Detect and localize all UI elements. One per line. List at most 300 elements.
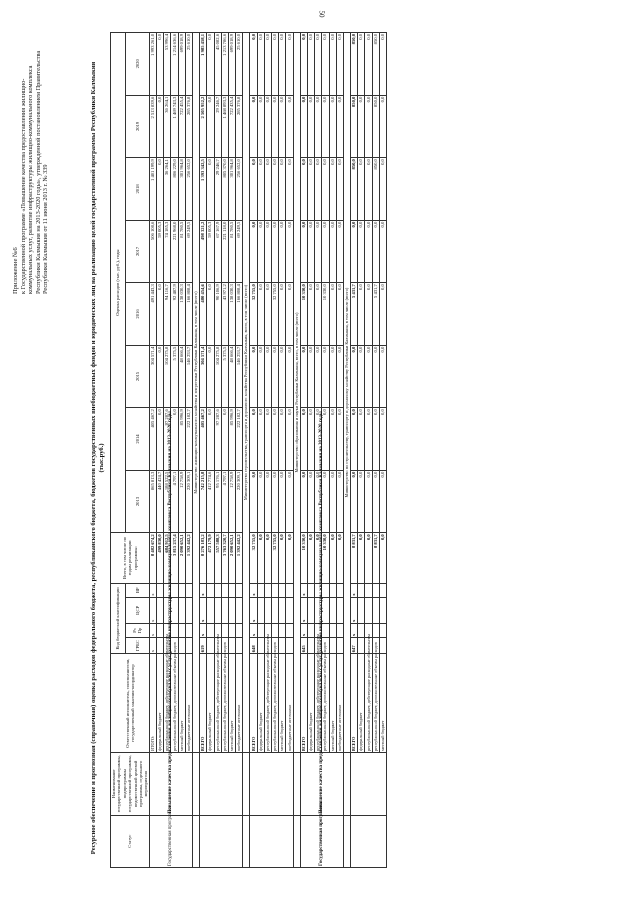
code-cell bbox=[279, 583, 286, 597]
value-cell: 722 435,4 bbox=[228, 95, 235, 158]
code-cell: 645 bbox=[300, 638, 307, 654]
status-cell bbox=[192, 815, 199, 867]
code-cell bbox=[228, 597, 235, 623]
value-cell: 0,0 bbox=[372, 345, 379, 408]
source-label: федеральный бюджет bbox=[257, 654, 264, 753]
value-cell: 0,0 bbox=[300, 33, 307, 96]
status-cell bbox=[351, 815, 387, 867]
value-cell: 0,0 bbox=[365, 220, 372, 283]
table-row bbox=[336, 33, 343, 868]
value-cell: 0,0 bbox=[336, 158, 343, 221]
value-cell: 0,0 bbox=[351, 470, 358, 533]
source-label: ВСЕГО bbox=[250, 654, 257, 753]
code-cell bbox=[307, 638, 314, 654]
value-cell: 0,0 bbox=[351, 345, 358, 408]
value-cell: 742 215,8 bbox=[200, 470, 207, 533]
value-cell: 0,0 bbox=[250, 408, 257, 471]
code-cell bbox=[185, 583, 192, 597]
code-cell bbox=[157, 638, 164, 654]
value-cell: 104 275,8 bbox=[164, 345, 171, 408]
value-cell: 0,0 bbox=[351, 408, 358, 471]
value-cell: 0,0 bbox=[322, 470, 329, 533]
status-cell: Государственная программа bbox=[300, 815, 343, 867]
value-cell: 0,0 bbox=[358, 95, 365, 158]
name-cell bbox=[243, 753, 250, 816]
code-cell bbox=[279, 597, 286, 623]
value-cell: 146 253,7 bbox=[185, 345, 192, 408]
value-cell: 0,0 bbox=[157, 408, 164, 471]
code-cell bbox=[379, 638, 386, 654]
value-cell: 0,0 bbox=[336, 345, 343, 408]
code-cell: x bbox=[200, 597, 207, 623]
table-row bbox=[185, 33, 192, 868]
source-label: республиканский бюджет, действующие расходные обязательства bbox=[164, 633, 170, 752]
value-cell: 0,0 bbox=[286, 408, 293, 471]
value-cell: 0,0 bbox=[336, 408, 343, 471]
source-label: республиканский бюджет, дополнительные объемы расходов bbox=[372, 642, 378, 752]
code-cell: x bbox=[250, 583, 257, 597]
value-cell: 0,0 bbox=[358, 345, 365, 408]
value-cell: 0,0 bbox=[322, 33, 329, 96]
value-cell: 0,0 bbox=[279, 158, 286, 221]
value-cell: 59 005,3 bbox=[207, 220, 214, 283]
value-cell: 0,0 bbox=[329, 470, 336, 533]
value-cell: 0,0 bbox=[157, 95, 164, 158]
document-title: Ресурсное обеспечение и прогнозная (справочная) оценка расходов федерального бюджета, республиканского бюджета, бюджетов государственных внебюджетных фондов и юридических лиц на реализацию целей государственной программы Республики Калмыкия (тыс.руб.) bbox=[90, 61, 105, 855]
value-cell: 0,0 bbox=[279, 95, 286, 158]
header-rzpr: Рз Пр bbox=[125, 624, 149, 638]
value-cell: 12 758,9 bbox=[228, 470, 235, 533]
value-cell: 0,0 bbox=[171, 408, 178, 471]
value-cell: 806 229,0 bbox=[171, 158, 178, 221]
value-cell: 1 401 199,9 bbox=[149, 158, 156, 221]
value-cell: 850,0 bbox=[351, 158, 358, 221]
header-year: 2013 bbox=[125, 470, 149, 533]
value-cell: 0,0 bbox=[315, 283, 322, 346]
value-cell: 0,0 bbox=[264, 533, 271, 583]
header-years-group: Оценка расходов (тыс. руб.), годы bbox=[111, 33, 126, 533]
value-cell: 29 246,7 bbox=[214, 95, 221, 158]
value-cell: 10 330,0 bbox=[322, 283, 329, 346]
code-cell bbox=[279, 638, 286, 654]
value-cell: 0,0 bbox=[257, 408, 264, 471]
header-kbk: Код бюджетной классификации bbox=[111, 583, 126, 654]
value-cell: 0,0 bbox=[336, 220, 343, 283]
value-cell: 8 831,7 bbox=[351, 533, 358, 583]
value-cell: 0,0 bbox=[351, 220, 358, 283]
value-cell: 53 996,4 bbox=[164, 33, 171, 96]
value-cell: 0,0 bbox=[157, 283, 164, 346]
table-row bbox=[286, 33, 293, 868]
value-cell: 557 588,3 bbox=[214, 533, 221, 583]
header-year: 2019 bbox=[125, 95, 149, 158]
code-cell bbox=[228, 638, 235, 654]
value-cell: 0,0 bbox=[307, 95, 314, 158]
value-cell: 69 249,5 bbox=[185, 220, 192, 283]
table-row bbox=[200, 33, 207, 868]
source-label: внебюджетные источники bbox=[236, 654, 243, 753]
code-cell: x bbox=[200, 624, 207, 638]
value-cell: 0,0 bbox=[257, 345, 264, 408]
value-cell: 0,0 bbox=[264, 33, 271, 96]
code-cell bbox=[358, 597, 365, 623]
value-cell: 3 763 320,7 bbox=[221, 533, 228, 583]
value-cell: 0,0 bbox=[257, 220, 264, 283]
table-row bbox=[250, 33, 257, 868]
code-cell bbox=[257, 624, 264, 638]
value-cell: 104 275,8 bbox=[214, 345, 221, 408]
value-cell: 0,0 bbox=[286, 283, 293, 346]
value-cell: 699 018,9 bbox=[178, 33, 185, 96]
header-total: Всего, в том числе по годам реализации программы: bbox=[111, 533, 150, 583]
value-cell: 5 431,7 bbox=[372, 283, 379, 346]
code-cell bbox=[178, 624, 185, 638]
value-cell: 10 330,0 bbox=[322, 533, 329, 583]
value-cell: 59 005,3 bbox=[157, 220, 164, 283]
code-cell bbox=[236, 638, 243, 654]
value-cell: 301 964,8 bbox=[228, 158, 235, 221]
name-cell bbox=[192, 753, 199, 816]
value-cell: 0,0 bbox=[286, 533, 293, 583]
value-cell: 138 030,3 bbox=[228, 283, 235, 346]
code-cell bbox=[286, 638, 293, 654]
status-cell bbox=[243, 815, 250, 867]
value-cell: 0,0 bbox=[264, 95, 271, 158]
value-cell: 0,0 bbox=[365, 345, 372, 408]
value-cell: 2 513 839,6 bbox=[149, 95, 156, 158]
header-year: 2014 bbox=[125, 408, 149, 471]
value-cell: 1 213 786,6 bbox=[221, 33, 228, 96]
value-cell: 304 571,4 bbox=[149, 345, 156, 408]
table-row bbox=[358, 33, 365, 868]
header-vr: ВР bbox=[125, 583, 149, 597]
value-cell: 146 253,7 bbox=[236, 345, 243, 408]
value-cell: 0,0 bbox=[286, 95, 293, 158]
table-body bbox=[149, 33, 386, 868]
value-cell: 285 376,8 bbox=[236, 95, 243, 158]
code-cell: x bbox=[300, 583, 307, 597]
code-cell bbox=[329, 624, 336, 638]
page-number: 50 bbox=[317, 10, 326, 18]
code-cell bbox=[221, 597, 228, 623]
value-cell: 0,0 bbox=[307, 283, 314, 346]
code-cell bbox=[286, 624, 293, 638]
header-grbs: ГРБС bbox=[125, 638, 149, 654]
value-cell: 0,0 bbox=[157, 158, 164, 221]
table-row bbox=[178, 33, 185, 868]
value-cell: 0,0 bbox=[315, 220, 322, 283]
value-cell: 0,0 bbox=[329, 158, 336, 221]
code-cell: x bbox=[250, 624, 257, 638]
header-year: 2017 bbox=[125, 220, 149, 283]
source-label: местный бюджет bbox=[379, 654, 386, 753]
value-cell: 0,0 bbox=[307, 470, 314, 533]
value-cell: 0,0 bbox=[279, 533, 286, 583]
status-cell bbox=[250, 815, 293, 867]
code-cell bbox=[257, 597, 264, 623]
value-cell: 0,0 bbox=[322, 408, 329, 471]
value-cell: 69 249,5 bbox=[236, 220, 243, 283]
value-cell: 0,0 bbox=[250, 33, 257, 96]
table-row bbox=[149, 33, 156, 868]
code-cell bbox=[307, 583, 314, 597]
table-row bbox=[329, 33, 336, 868]
table-row bbox=[207, 33, 214, 868]
value-cell: 0,0 bbox=[257, 158, 264, 221]
value-cell: 0,0 bbox=[365, 533, 372, 583]
document-sheet bbox=[10, 20, 630, 880]
table-row bbox=[365, 33, 372, 868]
source-label: ВСЕГО bbox=[351, 654, 358, 753]
code-cell bbox=[178, 597, 185, 623]
code-cell bbox=[336, 597, 343, 623]
code-cell bbox=[358, 638, 365, 654]
value-cell: 0,0 bbox=[264, 408, 271, 471]
value-cell: 0,0 bbox=[358, 33, 365, 96]
value-cell: 32 755,0 bbox=[250, 533, 257, 583]
source-label: республиканский бюджет, действующие расходные обязательства bbox=[214, 633, 220, 752]
status-cell bbox=[293, 815, 300, 867]
value-cell: 405 467,2 bbox=[200, 408, 207, 471]
code-cell bbox=[207, 597, 214, 623]
value-cell: 0,0 bbox=[207, 408, 214, 471]
value-cell: 221 118,0 bbox=[221, 220, 228, 283]
value-cell: 0,0 bbox=[207, 33, 214, 96]
code-cell bbox=[379, 624, 386, 638]
value-cell: 0,0 bbox=[264, 158, 271, 221]
code-cell bbox=[157, 597, 164, 623]
code-cell bbox=[178, 583, 185, 597]
value-cell: 90 106,9 bbox=[214, 283, 221, 346]
ministry-label: Министерство строительства, транспорта и дорожного хозяйства Республики Калмыкия, всего, в том числе (всего) bbox=[243, 33, 250, 753]
value-cell: 0,0 bbox=[365, 408, 372, 471]
source-label: местный бюджет bbox=[178, 654, 185, 753]
name-cell bbox=[343, 753, 350, 816]
value-cell: 0,0 bbox=[329, 33, 336, 96]
value-cell: 0,0 bbox=[358, 283, 365, 346]
code-cell bbox=[329, 638, 336, 654]
value-cell: 0,0 bbox=[315, 533, 322, 583]
code-cell bbox=[264, 583, 271, 597]
value-cell: 0,0 bbox=[315, 345, 322, 408]
code-cell: x bbox=[351, 583, 358, 597]
value-cell: 1 393 342,5 bbox=[200, 158, 207, 221]
value-cell: 4 797,1 bbox=[171, 470, 178, 533]
value-cell: 0,0 bbox=[372, 408, 379, 471]
value-cell: 166 808,4 bbox=[236, 283, 243, 346]
value-cell: 256 652,0 bbox=[185, 158, 192, 221]
program-name-cell: Повышение качества предоставления жилищно-коммунальных услуг, развитие инфраструктуры жилищно-коммунального комплекса Республики Калмыкия на 2013-2020 годы bbox=[149, 753, 192, 816]
value-cell: 45 082,6 bbox=[214, 33, 221, 96]
value-cell: 0,0 bbox=[322, 345, 329, 408]
value-cell: 0,0 bbox=[307, 345, 314, 408]
value-cell: 0,0 bbox=[379, 220, 386, 283]
value-cell: 1 468 893,3 bbox=[221, 95, 228, 158]
code-cell: x bbox=[149, 638, 156, 654]
value-cell: 0,0 bbox=[329, 345, 336, 408]
value-cell: 0,0 bbox=[358, 408, 365, 471]
code-cell bbox=[257, 583, 264, 597]
value-cell: 74 185,3 bbox=[164, 220, 171, 283]
value-cell: 0,0 bbox=[272, 158, 279, 221]
header-year: 2016 bbox=[125, 283, 149, 346]
value-cell: 12 758,9 bbox=[178, 470, 185, 533]
value-cell: 0,0 bbox=[279, 283, 286, 346]
code-cell bbox=[207, 624, 214, 638]
value-cell: 1 469 743,3 bbox=[171, 95, 178, 158]
code-cell: x bbox=[351, 597, 358, 623]
code-cell: x bbox=[351, 624, 358, 638]
value-cell: 0,0 bbox=[379, 533, 386, 583]
value-cell: 498 321,2 bbox=[200, 220, 207, 283]
code-cell bbox=[157, 624, 164, 638]
code-cell bbox=[185, 624, 192, 638]
value-cell: 0,0 bbox=[358, 158, 365, 221]
value-cell: 0,0 bbox=[257, 470, 264, 533]
value-cell: 5 375,5 bbox=[221, 345, 228, 408]
table-row bbox=[214, 33, 221, 868]
value-cell: 67 167,9 bbox=[214, 220, 221, 283]
value-cell: 480 454,6 bbox=[200, 283, 207, 346]
value-cell: 48 666,4 bbox=[178, 345, 185, 408]
value-cell: 0,0 bbox=[336, 470, 343, 533]
value-cell: 8 831,7 bbox=[372, 533, 379, 583]
table-row bbox=[264, 33, 271, 868]
budget-table bbox=[110, 32, 387, 868]
code-cell bbox=[379, 583, 386, 597]
value-cell: 85 996,9 bbox=[178, 408, 185, 471]
value-cell: 0,0 bbox=[307, 220, 314, 283]
code-cell: x bbox=[149, 583, 156, 597]
code-cell bbox=[228, 583, 235, 597]
value-cell: 865 813,3 bbox=[149, 470, 156, 533]
value-cell: 0,0 bbox=[207, 283, 214, 346]
source-label: республиканский бюджет, дополнительные объемы расходов bbox=[322, 642, 328, 752]
source-label: федеральный бюджет bbox=[358, 654, 365, 753]
value-cell: 221 968,0 bbox=[171, 220, 178, 283]
source-label: федеральный бюджет bbox=[307, 654, 314, 753]
code-cell bbox=[236, 597, 243, 623]
header-responsible: Ответственный исполнитель, соисполнители, государственный заказчик-координатор bbox=[111, 654, 150, 753]
value-cell: 491 443,3 bbox=[149, 283, 156, 346]
source-label: местный бюджет bbox=[329, 654, 336, 753]
value-cell: 0,0 bbox=[207, 95, 214, 158]
code-cell: x bbox=[300, 597, 307, 623]
value-cell: 412 774,6 bbox=[207, 470, 214, 533]
value-cell: 850,0 bbox=[372, 95, 379, 158]
value-cell: 29 246,7 bbox=[214, 158, 221, 221]
code-cell bbox=[372, 583, 379, 597]
program-name-cell bbox=[351, 753, 387, 816]
value-cell: 0,0 bbox=[358, 220, 365, 283]
value-cell: 1 985 458,1 bbox=[200, 33, 207, 96]
value-cell: 0,0 bbox=[329, 408, 336, 471]
code-cell bbox=[207, 583, 214, 597]
value-cell: 25 610,0 bbox=[185, 33, 192, 96]
value-cell: 850,0 bbox=[351, 33, 358, 96]
code-cell bbox=[272, 583, 279, 597]
value-cell: 499 830,0 bbox=[157, 533, 164, 583]
value-cell: 0,0 bbox=[300, 95, 307, 158]
value-cell: 0,0 bbox=[307, 33, 314, 96]
value-cell: 0,0 bbox=[272, 345, 279, 408]
value-cell: 0,0 bbox=[315, 470, 322, 533]
value-cell: 256 652,0 bbox=[236, 158, 243, 221]
code-cell: 619 bbox=[200, 638, 207, 654]
code-cell bbox=[236, 583, 243, 597]
code-cell bbox=[272, 624, 279, 638]
value-cell: 301 964,8 bbox=[178, 158, 185, 221]
value-cell: 95 176,1 bbox=[214, 470, 221, 533]
value-cell: 36 264,1 bbox=[164, 158, 171, 221]
value-cell: 166 808,4 bbox=[185, 283, 192, 346]
source-label: ВСЕГО bbox=[300, 654, 307, 753]
value-cell: 0,0 bbox=[300, 220, 307, 283]
value-cell: 8 482 674,2 bbox=[149, 533, 156, 583]
value-cell: 0,0 bbox=[221, 408, 228, 471]
value-cell: 0,0 bbox=[250, 158, 257, 221]
value-cell: 0,0 bbox=[358, 533, 365, 583]
value-cell: 1 993 261,0 bbox=[149, 33, 156, 96]
value-cell: 0,0 bbox=[322, 158, 329, 221]
value-cell: 405 467,2 bbox=[149, 408, 156, 471]
source-label: федеральный бюджет bbox=[207, 654, 214, 753]
header-year: 2015 bbox=[125, 345, 149, 408]
value-cell: 5 431,7 bbox=[351, 283, 358, 346]
code-cell bbox=[257, 638, 264, 654]
code-cell bbox=[336, 638, 343, 654]
value-cell: 0,0 bbox=[300, 158, 307, 221]
source-label: республиканский бюджет, действующие расходные обязательства bbox=[365, 633, 371, 752]
table-row bbox=[300, 33, 307, 868]
value-cell: 0,0 bbox=[279, 408, 286, 471]
value-cell: 222 182,7 bbox=[236, 408, 243, 471]
value-cell: 1 392 442,2 bbox=[185, 533, 192, 583]
table-row bbox=[372, 33, 379, 868]
value-cell: 0,0 bbox=[329, 95, 336, 158]
value-cell: 0,0 bbox=[315, 95, 322, 158]
value-cell: 0,0 bbox=[257, 533, 264, 583]
value-cell: 440 424,7 bbox=[157, 470, 164, 533]
code-cell bbox=[372, 624, 379, 638]
ministry-row bbox=[293, 33, 300, 868]
source-label: ВСЕГО bbox=[200, 654, 207, 753]
source-label: внебюджетные источники bbox=[286, 654, 293, 753]
value-cell: 0,0 bbox=[379, 95, 386, 158]
value-cell: 81 780,5 bbox=[178, 220, 185, 283]
value-cell: 222 182,7 bbox=[185, 408, 192, 471]
value-cell: 0,0 bbox=[329, 220, 336, 283]
value-cell: 0,0 bbox=[315, 33, 322, 96]
value-cell: 10 330,0 bbox=[300, 533, 307, 583]
value-cell: 0,0 bbox=[365, 33, 372, 96]
code-cell bbox=[358, 583, 365, 597]
value-cell: 138 030,3 bbox=[178, 283, 185, 346]
value-cell: 81 780,5 bbox=[228, 220, 235, 283]
value-cell: 0,0 bbox=[272, 33, 279, 96]
code-cell: x bbox=[300, 624, 307, 638]
value-cell: 0,0 bbox=[300, 345, 307, 408]
value-cell: 4 797,1 bbox=[221, 470, 228, 533]
source-label: внебюджетные источники bbox=[185, 654, 192, 753]
value-cell: 0,0 bbox=[358, 470, 365, 533]
value-cell: 0,0 bbox=[264, 283, 271, 346]
value-cell: 304 571,4 bbox=[200, 345, 207, 408]
value-cell: 850,0 bbox=[372, 33, 379, 96]
value-cell: 92 487,9 bbox=[171, 283, 178, 346]
header-status: Статус bbox=[111, 815, 150, 867]
code-cell bbox=[307, 597, 314, 623]
